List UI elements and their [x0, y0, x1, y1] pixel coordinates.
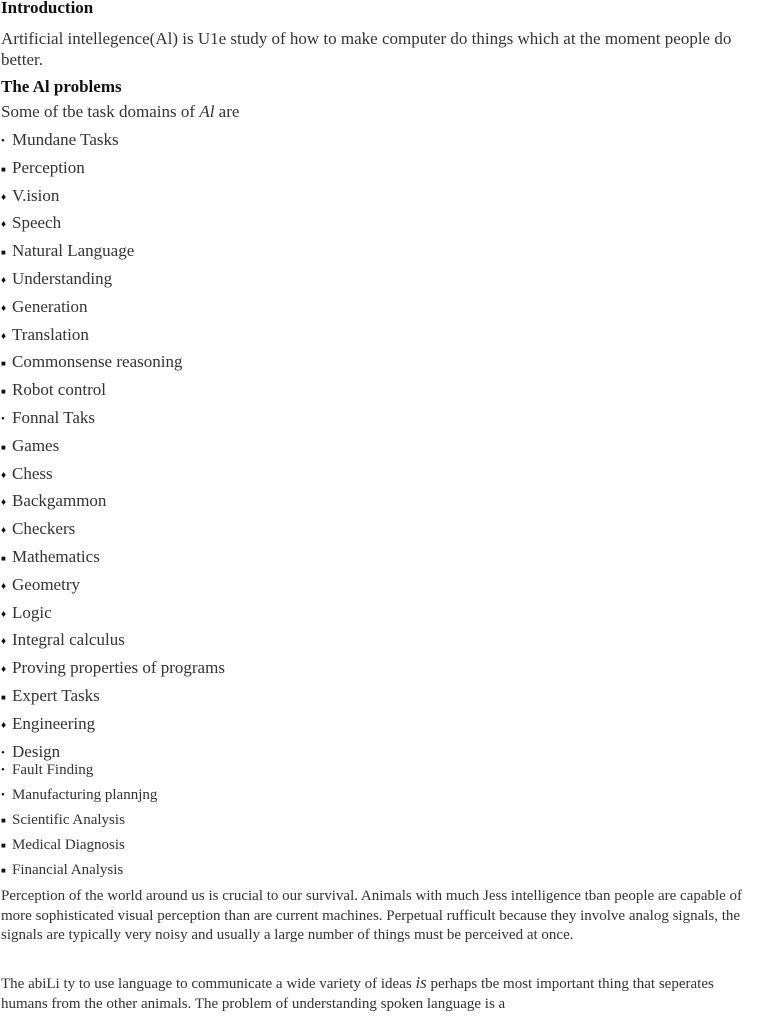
bullet-marker: ■ [1, 359, 6, 369]
language-end: perhaps tbe most important thing that seperates humans from the other animals. The problem of understanding spoken language is a [1, 976, 714, 1012]
list-item [1, 599, 225, 627]
bullet-marker: ♦ [1, 497, 7, 509]
list-item [1, 682, 225, 710]
list-item-text: Expert Tasks [12, 685, 100, 705]
lead-text: Some of tbe task domains of [1, 102, 200, 121]
list-item-text: V.ision [12, 185, 60, 205]
intro-paragraph: Artificial intellegence(Al) is U1e study of how to make computer do things which at the moment people do better. [1, 29, 732, 69]
list-item-text: Natural Language [12, 241, 135, 261]
perception-paragraph: Perception of the world around us is crucial to our survival. Animals with much Jess intelligence tban people are capable of more sophisticated visual perception than are current machines. Perpetual rufficult because they involve analog signals, the signals are typically very noisy and usually a large number of things must be perceived at once. [1, 888, 743, 943]
list-item [1, 209, 225, 237]
list-item [1, 126, 225, 154]
list-item [1, 515, 225, 543]
bullet-marker: ■ [1, 816, 6, 825]
bullet-marker: ♦ [1, 664, 7, 676]
list-item [1, 626, 225, 654]
bullet-marker: ♦ [1, 469, 7, 481]
bullet-marker: ■ [1, 866, 6, 875]
bullet-marker: ♦ [1, 191, 7, 203]
list-item-text: Fonnal Taks [12, 407, 96, 427]
list-item [1, 808, 157, 833]
bullet-marker: • [1, 789, 5, 801]
list-item [1, 404, 225, 432]
list-item-text: Perception [12, 157, 85, 177]
list-item-text: Design [12, 741, 61, 761]
lead-italic: Al [199, 102, 215, 121]
list-item [1, 487, 225, 515]
list-item [1, 182, 225, 210]
bullet-marker: ■ [1, 164, 6, 174]
bullet-marker: ♦ [1, 330, 7, 342]
bullet-marker: ■ [1, 553, 6, 563]
list-item-text: Understanding [12, 268, 113, 288]
list-item-text: Scientific Analysis [12, 812, 125, 828]
bullet-marker: • [1, 746, 5, 759]
list-item [1, 237, 225, 265]
list-item-text: Financial Analysis [12, 862, 124, 878]
list-item-text: Backgammon [12, 491, 107, 511]
bullet-marker: ■ [1, 248, 6, 258]
bullet-marker: ♦ [1, 580, 7, 592]
list-item-text: Proving properties of programs [12, 658, 225, 678]
bullet-marker: ♦ [1, 274, 7, 286]
list-item-text: Robot control [12, 380, 106, 400]
list-item [1, 571, 225, 599]
list-item [1, 758, 157, 783]
list-item-text: Speech [12, 213, 62, 233]
bullet-marker: ♦ [1, 525, 7, 537]
bullet-marker: • [1, 764, 5, 776]
expert-task-list [1, 758, 157, 883]
list-item-text: Logic [12, 602, 52, 622]
bullet-marker: ■ [1, 387, 6, 397]
list-item [1, 858, 157, 883]
language-start: The abiLi ty to use language to communicate a wide variety of ideas [1, 976, 416, 992]
list-item [1, 154, 225, 182]
list-item-text: Medical Diagnosis [12, 837, 125, 853]
bullet-marker: ♦ [1, 219, 7, 231]
list-item-text: Translation [12, 324, 89, 344]
list-item-text: Geometry [12, 574, 80, 594]
task-domains-lead [1, 102, 239, 122]
list-item [1, 783, 157, 808]
problems-heading: The Al problems [1, 77, 122, 96]
list-item [1, 460, 225, 488]
list-item [1, 293, 225, 321]
bullet-marker: ♦ [1, 302, 7, 314]
list-item [1, 348, 225, 376]
list-item-text: Checkers [12, 519, 76, 539]
list-item-text: Manufacturing plannjng [12, 787, 158, 803]
list-item-text: Chess [12, 463, 53, 483]
bullet-marker: • [1, 412, 5, 425]
bullet-marker: ♦ [1, 719, 7, 731]
bullet-marker: ♦ [1, 636, 7, 648]
bullet-marker: ■ [1, 442, 6, 452]
bullet-marker: ■ [1, 692, 6, 702]
language-italic: is [415, 973, 427, 992]
list-item [1, 432, 225, 460]
bullet-marker: • [1, 135, 5, 147]
list-item-text: Mundane Tasks [12, 130, 119, 149]
list-item-text: Integral calculus [12, 630, 125, 650]
list-item-text: Fault Finding [12, 762, 94, 778]
list-item [1, 376, 225, 404]
lead-end: are [214, 102, 240, 121]
list-item [1, 543, 225, 571]
list-item [1, 321, 225, 349]
bullet-marker: ♦ [1, 608, 7, 620]
list-item-text: Commonsense reasoning [12, 352, 183, 372]
intro-heading: Introduction [1, 0, 94, 17]
list-item-text: Mathematics [12, 546, 100, 566]
language-paragraph [1, 973, 763, 1014]
list-item-text: Games [12, 435, 60, 455]
list-item [1, 710, 225, 738]
list-item [1, 654, 225, 682]
list-item [1, 833, 157, 858]
bullet-marker: ■ [1, 841, 6, 850]
list-item [1, 265, 225, 293]
list-item-text: Generation [12, 296, 88, 316]
list-item-text: Engineering [12, 713, 96, 733]
task-domain-list [1, 126, 225, 765]
